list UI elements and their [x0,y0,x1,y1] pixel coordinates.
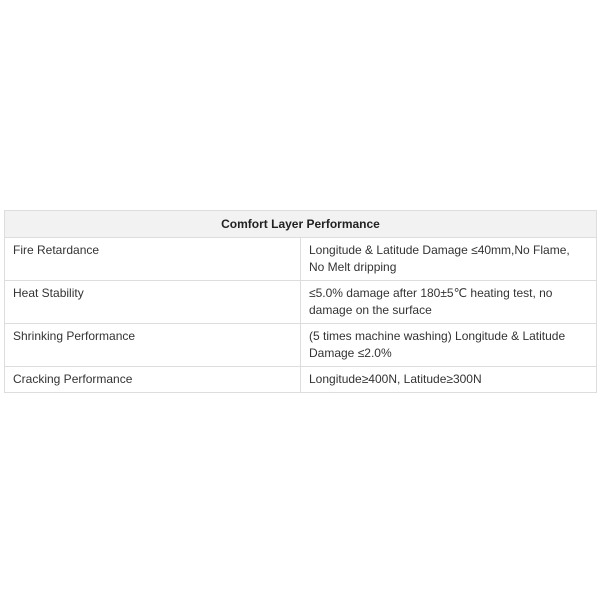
value-cell-heat-stability: ≤5.0% damage after 180±5℃ heating test, no damage on the surface [301,281,597,324]
table-title: Comfort Layer Performance [5,211,597,238]
value-cell-fire-retardance: Longitude & Latitude Damage ≤40mm,No Flame, No Melt dripping [301,238,597,281]
table-row [5,281,597,324]
comfort-layer-performance-table [4,210,597,393]
property-cell-fire-retardance: Fire Retardance [5,238,301,281]
table-row [5,367,597,393]
value-cell-shrinking-performance: (5 times machine washing) Longitude & Latitude Damage ≤2.0% [301,324,597,367]
value-cell-cracking-performance: Longitude≥400N, Latitude≥300N [301,367,597,393]
property-cell-heat-stability: Heat Stability [5,281,301,324]
table-header-row [5,211,597,238]
property-cell-cracking-performance: Cracking Performance [5,367,301,393]
property-cell-shrinking-performance: Shrinking Performance [5,324,301,367]
table-row [5,324,597,367]
table-row [5,238,597,281]
